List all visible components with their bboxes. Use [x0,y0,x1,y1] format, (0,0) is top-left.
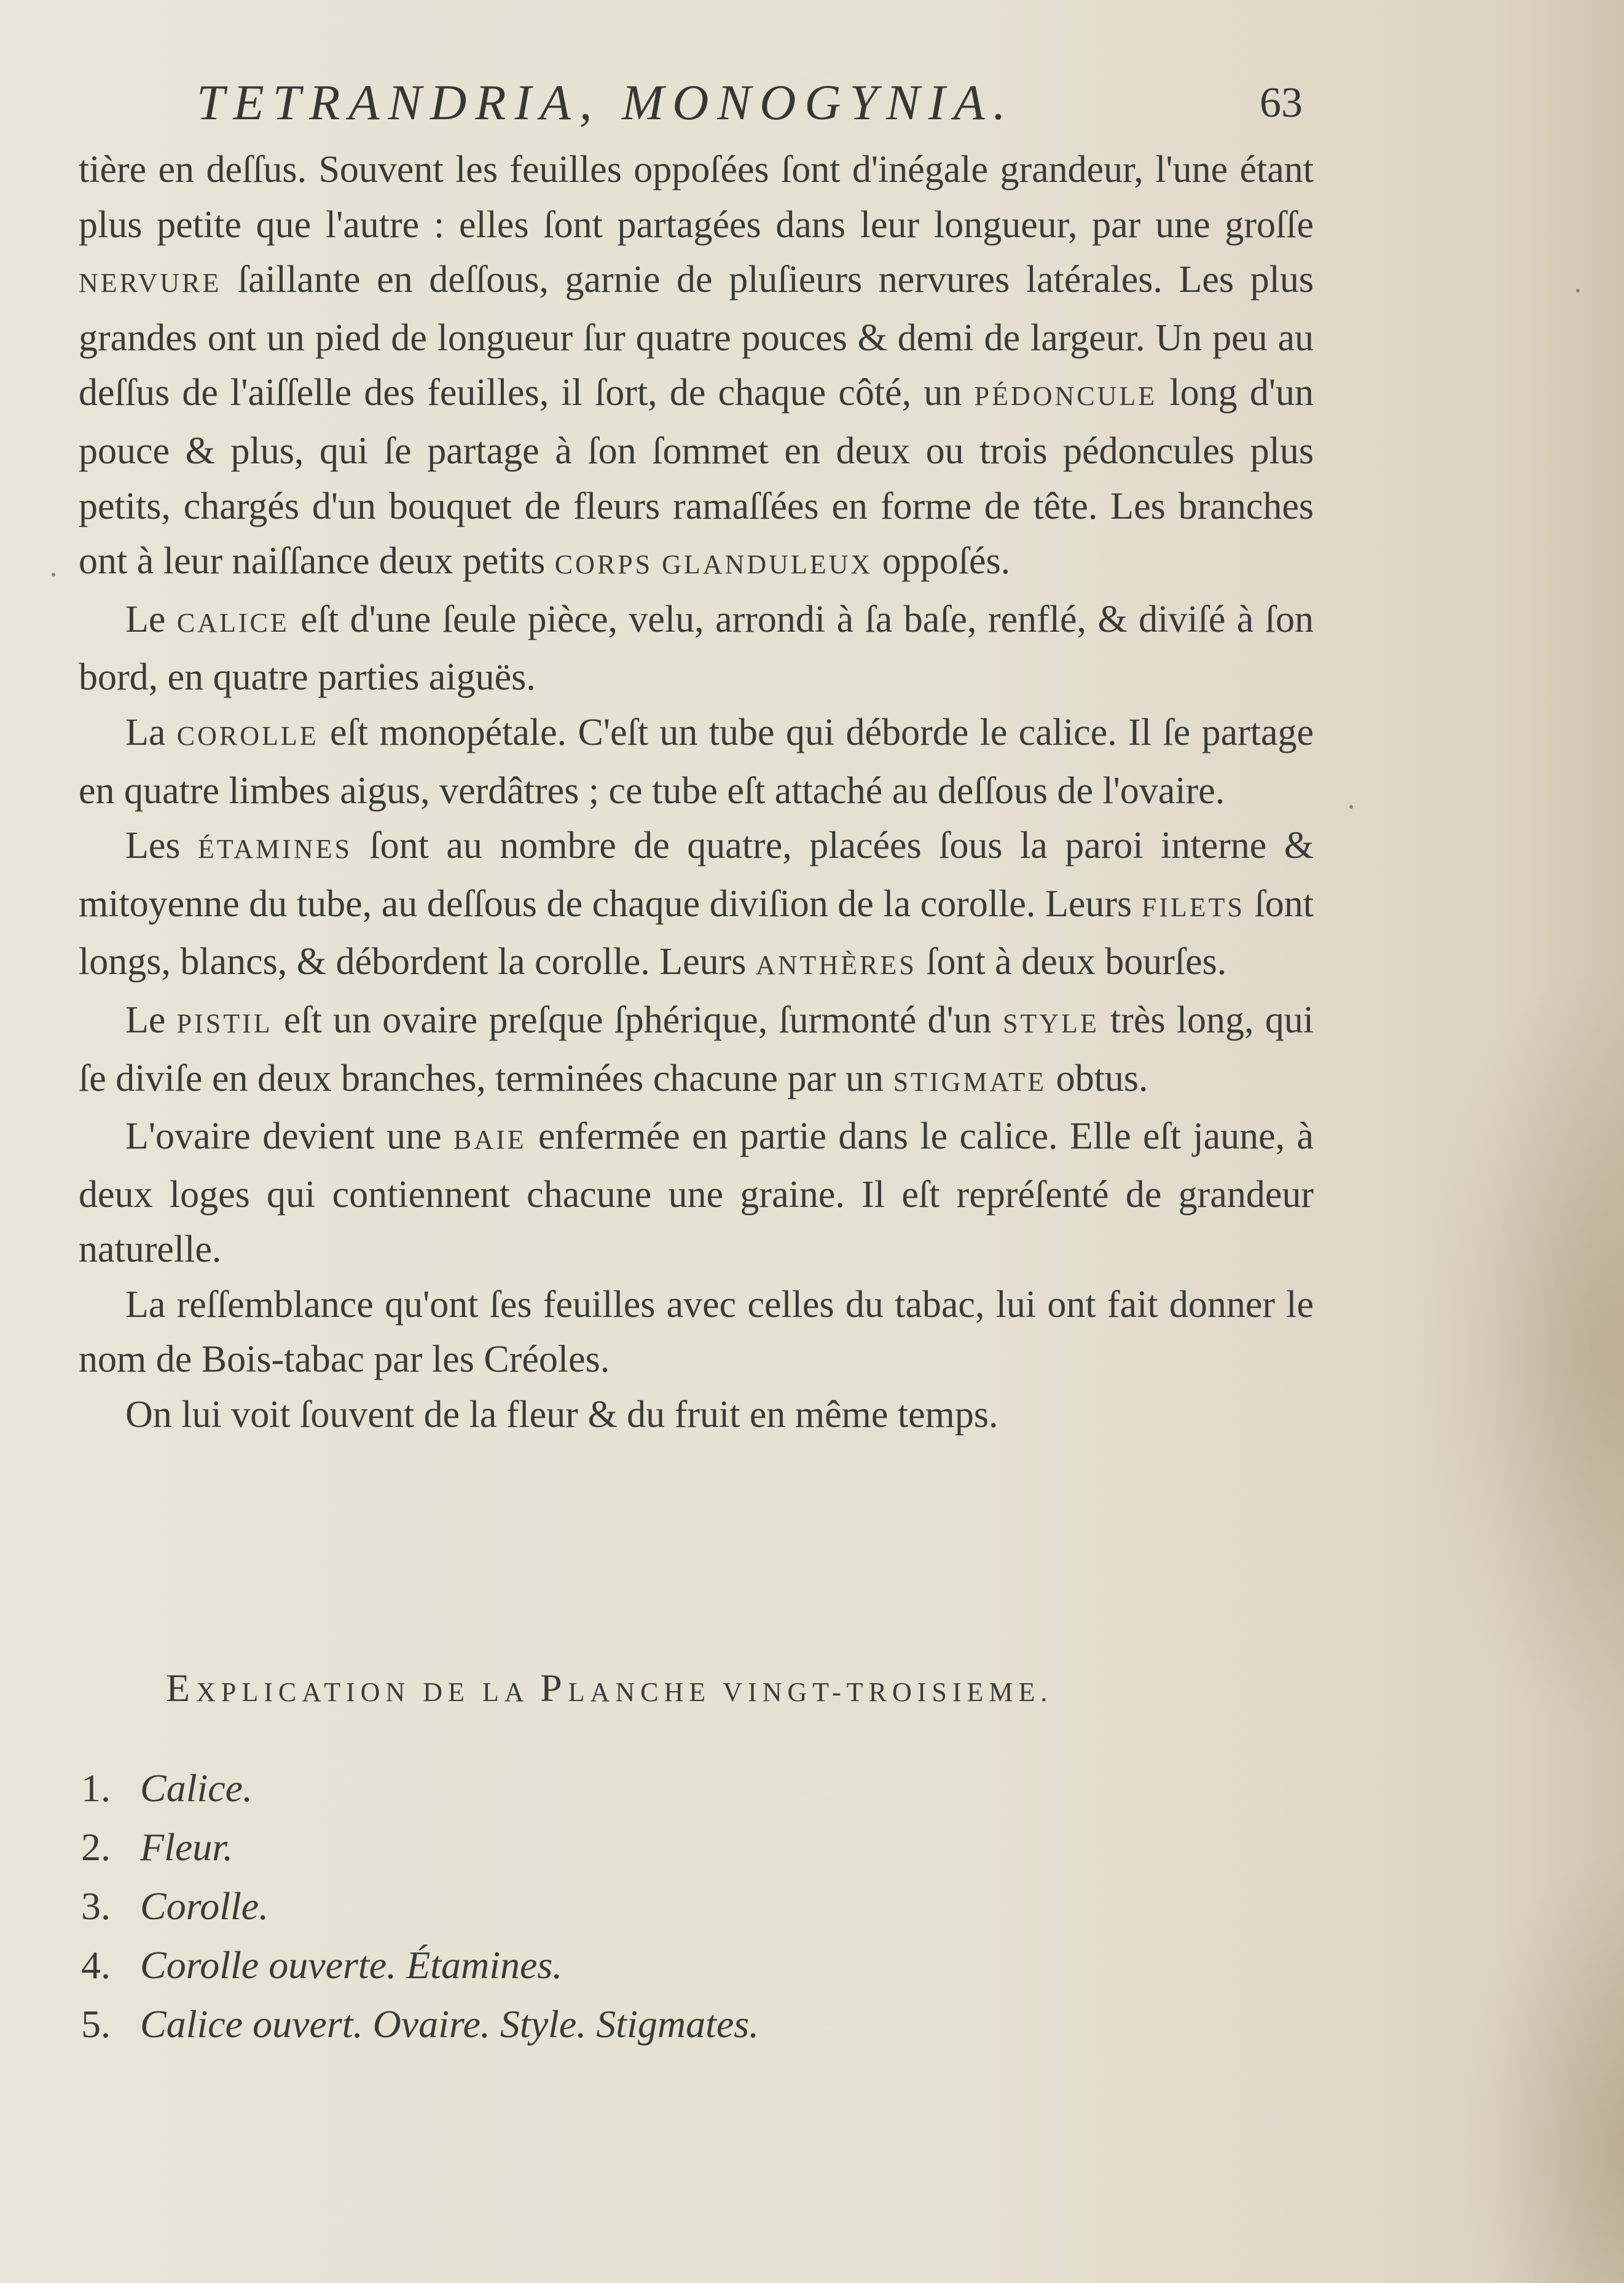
heading-part: P [540,1666,568,1710]
small-caps-term: COROLLE [176,720,319,751]
small-caps-term: STIGMATE [893,1066,1047,1097]
text-run: Le [125,598,177,640]
small-caps-term: CORPS GLANDULEUX [554,549,873,580]
small-caps-term: PISTIL [176,1008,273,1039]
text-run: On lui voit ſouvent de la fleur & du fruit en même temps. [125,1394,998,1436]
text-run: eſt un ovaire preſque ſphérique, ſurmonté d'un [272,999,1003,1041]
text-run: ſont au nombre de quatre, placées ſous la paroi interne & mitoyenne du tube, au deſſous de chaque diviſion de la corolle. Leurs [79,825,1314,925]
plate-explanation-list [81,1759,1249,2054]
item-text: Calice. [140,1766,253,1810]
text-run: L'ovaire devient une [125,1115,454,1158]
plate-explanation-heading [166,1665,1053,1711]
text-run: très long, qui ſe diviſe en deux branches, terminées chacune par un [79,999,1314,1099]
paper-speck [52,573,55,576]
item-number: 1. [81,1766,111,1810]
list-item [81,1877,1249,1936]
paper-speck [1576,289,1580,293]
item-text: Corolle. [140,1884,269,1928]
small-caps-term: ANTHÈRES [755,950,917,981]
item-text: Fleur. [140,1825,233,1869]
text-run: eſt d'une ſeule pièce, velu, arrondi à ſa baſe, renflé, & diviſé à ſon bord, en quatre parties aiguës. [79,598,1314,699]
item-text: Corolle ouverte. Étamines. [140,1943,563,1987]
text-run: Les [125,825,198,867]
text-run: La reſſemblance qu'ont ſes feuilles avec celles du tabac, lui ont fait donner le nom de Bois-tabac par les Créoles. [79,1283,1314,1381]
text-run: eſt monopétale. C'eſt un tube qui déborde le calice. Il ſe partage en quatre limbes aigus, verdâtres ; ce tube eſt attaché au deſſous de l'ovaire. [79,711,1314,812]
small-caps-term: STYLE [1002,1008,1099,1039]
small-caps-term: NERVURE [79,268,222,299]
paragraph [79,1388,1314,1443]
text-run: La [125,711,177,753]
small-caps-term: CALICE [176,607,289,638]
text-run: enfermée en partie dans le calice. Elle eſt jaune, à deux loges qui contiennent chacune une graine. Il eſt repréſenté de grandeur naturelle. [79,1115,1314,1271]
heading-part: XPLICATION DE LA [196,1677,541,1707]
text-run: ſont à deux bourſes. [916,941,1227,983]
text-run: oppoſés. [873,540,1011,583]
list-item [81,1995,1249,2054]
item-text: Calice ouvert. Ovaire. Style. Stigmates. [140,2002,759,2046]
page-number: 63 [1260,79,1303,127]
heading-part: LANCHE VINGT-TROISIEME. [568,1677,1053,1707]
paragraph [79,1278,1314,1388]
paragraph [79,143,1314,592]
item-number: 2. [81,1825,111,1869]
item-number: 5. [81,2002,111,2046]
small-caps-term: FILETS [1141,892,1245,922]
item-number: 4. [81,1943,111,1987]
small-caps-term: BAIE [453,1125,527,1155]
list-item [81,1936,1249,1995]
text-run: tière en deſſus. Souvent les feuilles oppoſées ſont d'inégale grandeur, l'une étant plus petite que l'autre : elles ſont partagées dans leur longueur, par une groſſe [79,149,1314,246]
paper-speck [1349,805,1353,809]
list-item [81,1759,1249,1818]
paragraph [79,819,1314,993]
text-run: long d'un pouce & plus, qui ſe partage à ſon ſommet en deux ou trois pédoncules plus petits, chargés d'un bouquet de fleurs ramaſſées en forme de tête. Les branches ont à leur naiſſance deux petits [79,372,1314,583]
heading-part: E [166,1666,197,1710]
paragraph [79,1109,1314,1278]
text-run: ſont longs, blancs, & débordent la corolle. Leurs [79,882,1314,983]
list-item [81,1818,1249,1877]
body-text [79,143,1314,1443]
paragraph [79,592,1314,705]
text-run: Le [125,999,177,1041]
text-run: ſaillante en deſſous, garnie de pluſieurs nervures latérales. Les plus grandes ont un pied de longueur ſur quatre pouces & demi de largeur. Un peu au deſſus de l'aiſſelle des feuilles, il ſort, de chaque côté, un [79,259,1314,414]
item-number: 3. [81,1884,111,1928]
paragraph [79,705,1314,819]
text-run: obtus. [1046,1057,1148,1099]
running-head: TETRANDRIA, MONOGYNIA. [197,74,1014,130]
small-caps-term: ÉTAMINES [198,834,352,865]
paragraph [79,993,1314,1109]
small-caps-term: PÉDONCULE [974,381,1158,412]
